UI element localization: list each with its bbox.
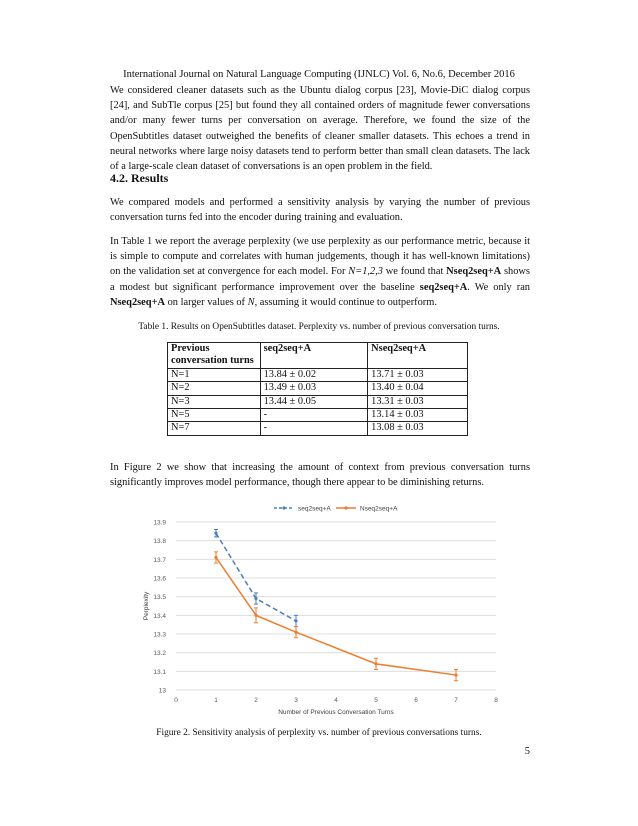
y-tick-label: 13 [158,687,166,695]
legend-label: seq2seq+A [298,505,331,513]
y-tick-label: 13.7 [153,556,166,564]
para3-n-var: N [247,296,255,308]
data-point [214,532,217,535]
x-tick-label: 7 [454,697,458,704]
table-header-row [168,343,468,369]
para3-text-3: shows a modest but significant performance improvement over the baseline [110,266,530,293]
para3-n-values: N=1,2,3 [348,266,383,278]
legend-marker [282,506,285,509]
para3-model-nseq2seq: Nseq2seq+A [446,266,502,278]
journal-header: International Journal on Natural Language Computing (IJNLC) Vol. 6, No.6, December 2016 [123,69,515,80]
page-number: 5 [524,746,530,757]
table-cell: 13.44 ± 0.05 [260,395,368,408]
x-tick-label: 2 [254,697,258,704]
para3-text-5: on larger values of [165,296,248,308]
y-axis-title: Perplexity [143,591,150,621]
table-cell: N=3 [168,395,261,408]
table-row [168,395,468,408]
paragraph-comparison: We compared models and performed a sensitivity analysis by varying the number of previous conversation turns fed into the encoder during training and evaluation. [110,197,530,224]
para3-model-seq2seq: seq2seq+A [419,281,468,293]
paragraph-datasets: We considered cleaner datasets such as the Ubuntu dialog corpus [23], Movie-DiC dialog corpus [24], and SubTle corpus [25] but found they all contained orders of magnitude fewer conversations and/or many fewer turns per conversation on average. Therefore, we found the size of the OpenSubtitles dataset outweighed the benefits of cleaner smaller datasets. This echoes a trend in neural networks where large noisy datasets tend to perform better than small clean datasets. The lack of a large-scale clean dataset of conversations is an open problem in the field. [110,85,530,173]
paragraph-figure-intro: In Figure 2 we show that increasing the amount of context from previous conversation turns significantly improves model performance, though there appear to be diminishing returns. [110,462,530,489]
para3-text-2: we found that [382,266,447,278]
table-cell: - [260,409,368,422]
table-cell: - [260,422,368,435]
para3-text-4: . We only ran [467,281,531,293]
y-tick-label: 13.3 [153,631,166,639]
data-point [454,673,457,676]
data-point [294,631,297,634]
x-tick-label: 6 [414,697,418,704]
table-cell: N=5 [168,409,261,422]
table-header-cell: Nseq2seq+A [368,343,468,369]
para3-text-6: , assuming it would continue to outperform. [254,296,437,308]
x-tick-label: 0 [174,697,178,704]
x-axis-title: Number of Previous Conversation Turns [278,709,394,716]
section-heading: 4.2. Results [110,171,169,185]
data-point [254,614,257,617]
series-line-Nseq2seq+A [216,557,456,675]
data-point [294,619,297,622]
table-cell: 13.14 ± 0.03 [368,409,468,422]
y-tick-label: 13.5 [153,594,166,602]
paragraph-table-results [110,234,530,310]
y-tick-label: 13.4 [153,612,166,620]
table-cell: N=7 [168,422,261,435]
table-row [168,368,468,381]
x-tick-label: 5 [374,697,378,704]
perplexity-chart [134,496,514,720]
table-row [168,409,468,422]
table-cell: 13.84 ± 0.02 [260,368,368,381]
table-caption: Table 1. Results on OpenSubtitles dataset. Perplexity vs. number of previous conversation turns. [138,322,500,332]
y-tick-label: 13.8 [153,538,166,546]
data-point [214,556,217,559]
table-cell: N=1 [168,368,261,381]
y-tick-label: 13.1 [153,668,166,676]
y-tick-label: 13.9 [153,519,166,527]
figure-caption: Figure 2. Sensitivity analysis of perplexity vs. number of previous conversations turns. [156,728,482,738]
data-point [374,662,377,665]
table-cell: 13.71 ± 0.03 [368,368,468,381]
y-tick-label: 13.6 [153,575,166,583]
para3-text-1: In Table 1 we report the average perplexity (we use perplexity as our performance metric, because it is simple to compute and correlates with human judgements, though it has well-known limitations) on the validation set at convergence for each model. For [110,236,530,278]
table-row [168,422,468,435]
x-tick-label: 8 [494,697,498,704]
table-cell: 13.49 ± 0.03 [260,382,368,395]
x-tick-label: 3 [294,697,298,704]
table-cell: 13.31 ± 0.03 [368,395,468,408]
chart-svg [134,496,514,720]
x-tick-label: 1 [214,697,218,704]
y-tick-label: 13.2 [153,650,166,658]
results-table [167,342,468,436]
legend-label: Nseq2seq+A [360,505,398,513]
table-cell: 13.08 ± 0.03 [368,422,468,435]
table-row [168,382,468,395]
data-point [254,597,257,600]
legend-marker [344,506,347,509]
table-header-cell: seq2seq+A [260,343,368,369]
table-cell: 13.40 ± 0.04 [368,382,468,395]
x-tick-label: 4 [334,697,338,704]
table-header-cell: Previous conversation turns [168,343,261,369]
table-cell: N=2 [168,382,261,395]
para3-model-nseq2seq-2: Nseq2seq+A [110,296,165,308]
